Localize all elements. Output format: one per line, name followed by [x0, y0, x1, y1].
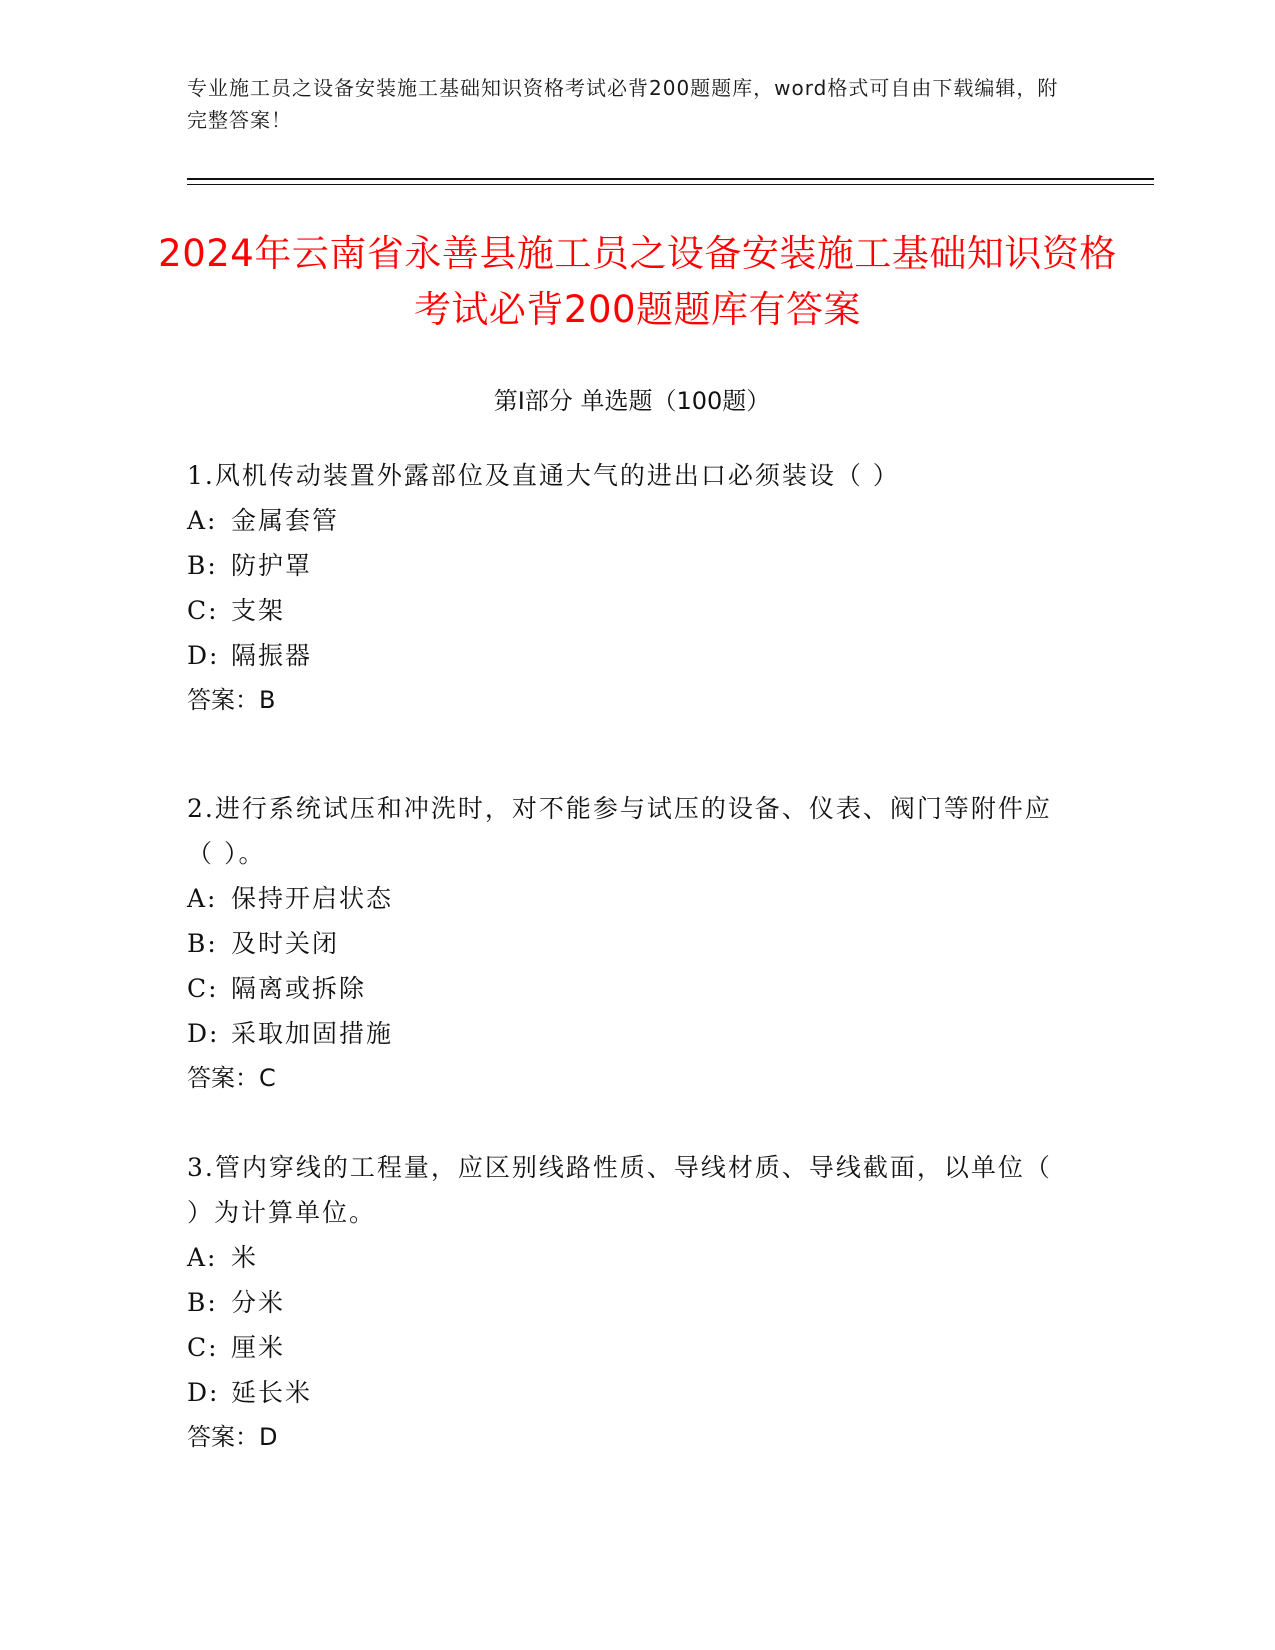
question-3	[187, 1145, 1067, 1460]
option-key: B:	[187, 551, 218, 580]
header-note: 专业施工员之设备安装施工基础知识资格考试必背200题题库，word格式可自由下载编辑，附完整答案！	[187, 76, 1059, 132]
option-text: 隔离或拆除	[231, 974, 367, 1003]
option-key: D:	[187, 1019, 220, 1048]
document-title: 2024年云南省永善县施工员之设备安装施工基础知识资格考试必背200题题库有答案	[158, 232, 1117, 331]
option-a	[187, 498, 1067, 543]
section-heading: 第Ⅰ部分 单选题（100题）	[493, 387, 771, 415]
answer-line: 答案：B	[187, 686, 276, 714]
question-stem: 1.风机传动装置外露部位及直通大气的进出口必须装设（ ）	[187, 461, 900, 490]
option-text: 分米	[231, 1288, 286, 1317]
option-text: 支架	[231, 596, 286, 625]
option-key: A:	[187, 884, 218, 913]
option-key: C:	[187, 1333, 219, 1362]
header-divider-thick	[187, 178, 1154, 180]
option-text: 保持开启状态	[231, 884, 394, 913]
option-text: 米	[231, 1243, 259, 1272]
question-1	[187, 453, 1067, 723]
option-d	[187, 633, 1067, 678]
option-key: C:	[187, 596, 219, 625]
option-c	[187, 966, 1067, 1011]
option-b	[187, 1280, 1067, 1325]
option-key: D:	[187, 1378, 220, 1407]
option-text: 厘米	[231, 1333, 286, 1362]
header-divider-thin	[187, 184, 1154, 185]
option-key: B:	[187, 1288, 218, 1317]
option-text: 及时关闭	[231, 929, 340, 958]
option-text: 采取加固措施	[231, 1019, 394, 1048]
option-a	[187, 876, 1067, 921]
option-b	[187, 543, 1067, 588]
option-key: C:	[187, 974, 219, 1003]
question-stem: 2.进行系统试压和冲洗时，对不能参与试压的设备、仪表、阀门等附件应（ ）。	[187, 794, 1052, 868]
option-d	[187, 1011, 1067, 1056]
option-key: D:	[187, 641, 220, 670]
option-key: A:	[187, 1243, 218, 1272]
question-2	[187, 786, 1067, 1101]
option-c	[187, 588, 1067, 633]
option-text: 防护罩	[231, 551, 313, 580]
option-key: A:	[187, 506, 218, 535]
option-a	[187, 1235, 1067, 1280]
option-text: 金属套管	[231, 506, 340, 535]
option-key: B:	[187, 929, 218, 958]
question-stem: 3.管内穿线的工程量，应区别线路性质、导线材质、导线截面，以单位（ ）为计算单位。	[187, 1153, 1052, 1227]
option-b	[187, 921, 1067, 966]
option-text: 延长米	[231, 1378, 313, 1407]
answer-line: 答案：C	[187, 1064, 276, 1092]
option-text: 隔振器	[231, 641, 313, 670]
answer-line: 答案：D	[187, 1423, 278, 1451]
option-c	[187, 1325, 1067, 1370]
option-d	[187, 1370, 1067, 1415]
